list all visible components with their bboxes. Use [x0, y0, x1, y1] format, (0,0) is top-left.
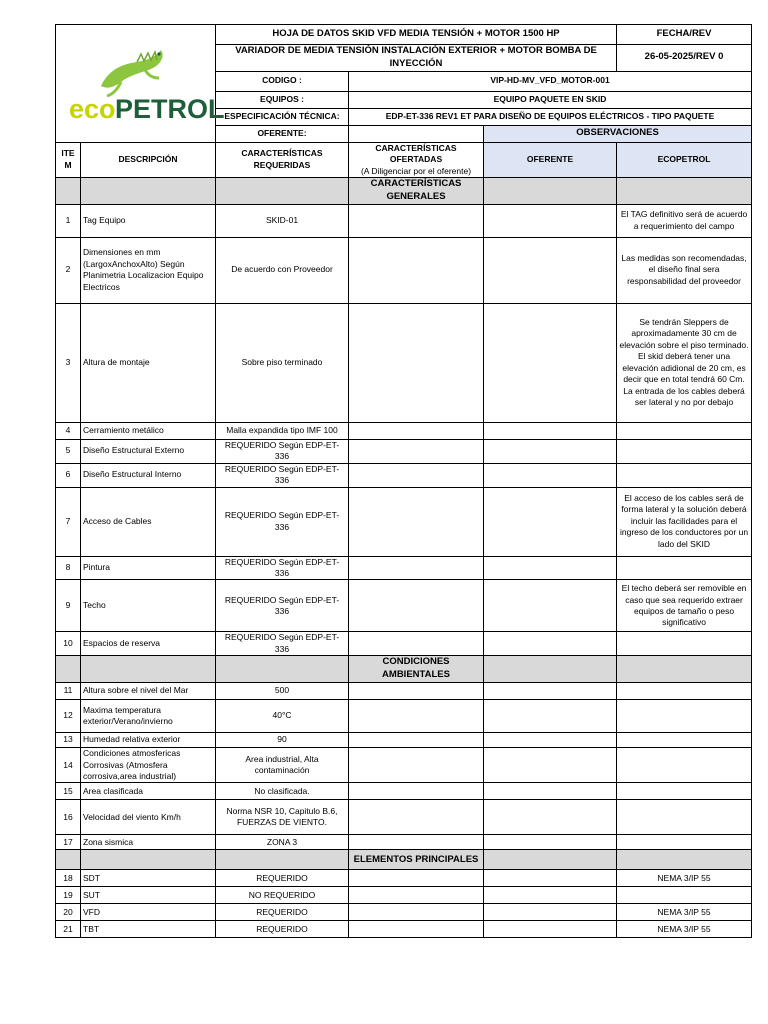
- row-eco: [617, 422, 752, 439]
- title-2: VARIADOR DE MEDIA TENSIÓN INSTALACIÓN EXTERIOR + MOTOR BOMBA DE INYECCIÓN: [216, 45, 617, 72]
- row-eco: [617, 887, 752, 904]
- row-item: 17: [56, 835, 81, 850]
- row-req: Sobre piso terminado: [216, 303, 349, 422]
- row-eco: [617, 748, 752, 783]
- observaciones-header: OBSERVACIONES: [484, 125, 752, 142]
- row-ofertado-input[interactable]: [349, 800, 484, 835]
- row-eco: Se tendrán Sleppers de aproximadamente 30 cm de elevación sobre el piso terminado. El skid deberá tener una elevación adidional de 20 cm, es decir que en total tendrá 60 Cm. La entrada de los cables deberá ser lateral y no por debajo: [617, 303, 752, 422]
- row-oferente-input[interactable]: [484, 237, 617, 303]
- row-req: REQUERIDO: [216, 921, 349, 938]
- table-row: [56, 632, 752, 656]
- row-req: REQUERIDO Según EDP-ET-336: [216, 580, 349, 632]
- codigo-value: VIP-HD-MV_VFD_MOTOR-001: [349, 71, 752, 91]
- row-desc: TBT: [81, 921, 216, 938]
- row-oferente-input[interactable]: [484, 921, 617, 938]
- row-ofertado-input[interactable]: [349, 303, 484, 422]
- table-row: [56, 887, 752, 904]
- row-desc: Maxima temperatura exterior/Verano/invierno: [81, 700, 216, 733]
- row-ofertado-input[interactable]: [349, 870, 484, 887]
- oferente-label: OFERENTE:: [216, 125, 349, 142]
- row-item: 1: [56, 204, 81, 237]
- row-eco: NEMA 3/IP 55: [617, 870, 752, 887]
- row-req: Norma NSR 10, Capitulo B.6, FUERZAS DE VIENTO.: [216, 800, 349, 835]
- svg-text:eco: eco: [68, 94, 116, 125]
- row-eco: NEMA 3/IP 55: [617, 921, 752, 938]
- svg-text:PETROL: PETROL: [114, 94, 225, 125]
- row-req: REQUERIDO Según EDP-ET-336: [216, 556, 349, 580]
- codigo-label: CODIGO :: [216, 71, 349, 91]
- row-oferente-input[interactable]: [484, 439, 617, 463]
- row-desc: Pintura: [81, 556, 216, 580]
- row-req: ZONA 3: [216, 835, 349, 850]
- row-item: 13: [56, 733, 81, 748]
- row-desc: SUT: [81, 887, 216, 904]
- table-row: [56, 303, 752, 422]
- row-item: 18: [56, 870, 81, 887]
- row-desc: Diseño Estructural Interno: [81, 463, 216, 487]
- row-item: 16: [56, 800, 81, 835]
- row-ofertado-input[interactable]: [349, 556, 484, 580]
- table-row: [56, 237, 752, 303]
- row-item: 20: [56, 904, 81, 921]
- row-req: Area industrial, Alta contaminación: [216, 748, 349, 783]
- row-req: 40°C: [216, 700, 349, 733]
- col-ofertadas-line2: (A Diligenciar por el oferente): [360, 165, 472, 176]
- row-eco: [617, 439, 752, 463]
- row-oferente-input[interactable]: [484, 835, 617, 850]
- table-row: [56, 487, 752, 556]
- row-req: REQUERIDO Según EDP-ET-336: [216, 487, 349, 556]
- row-eco: [617, 783, 752, 800]
- fecha-label: FECHA/REV: [617, 25, 752, 45]
- row-item: 2: [56, 237, 81, 303]
- table-row: [56, 422, 752, 439]
- row-desc: Tag Equipo: [81, 204, 216, 237]
- col-ofertadas: [349, 142, 484, 177]
- col-requeridas: CARACTERÍSTICAS REQUERIDAS: [216, 142, 349, 177]
- table-row: [56, 733, 752, 748]
- row-ofertado-input[interactable]: [349, 904, 484, 921]
- row-oferente-input[interactable]: [484, 904, 617, 921]
- row-ofertado-input[interactable]: [349, 683, 484, 700]
- row-eco: [617, 800, 752, 835]
- row-eco: [617, 733, 752, 748]
- row-item: 3: [56, 303, 81, 422]
- table-row: [56, 204, 752, 237]
- row-item: 7: [56, 487, 81, 556]
- row-ofertado-input[interactable]: [349, 204, 484, 237]
- row-desc: Zona sismica: [81, 835, 216, 850]
- espec-label: ESPECIFICACIÓN TÉCNICA:: [216, 108, 349, 125]
- row-oferente-input[interactable]: [484, 733, 617, 748]
- row-desc: Altura sobre el nivel del Mar: [81, 683, 216, 700]
- row-eco: [617, 463, 752, 487]
- fecha-value: 26-05-2025/REV 0: [617, 45, 752, 72]
- title-1: HOJA DE DATOS SKID VFD MEDIA TENSIÓN + MOTOR 1500 HP: [216, 25, 617, 45]
- row-req: SKID-01: [216, 204, 349, 237]
- col-descripcion: DESCRIPCIÓN: [81, 142, 216, 177]
- iguana-icon: [101, 50, 163, 96]
- row-item: 5: [56, 439, 81, 463]
- row-item: 9: [56, 580, 81, 632]
- section-generales: CARACTERÍSTICAS GENERALES: [349, 178, 484, 205]
- row-oferente-input[interactable]: [484, 700, 617, 733]
- row-desc: Espacios de reserva: [81, 632, 216, 656]
- row-req: No clasificada.: [216, 783, 349, 800]
- row-desc: Area clasificada: [81, 783, 216, 800]
- row-oferente-input[interactable]: [484, 887, 617, 904]
- table-row: [56, 835, 752, 850]
- col-oferente: OFERENTE: [484, 142, 617, 177]
- row-ofertado-input[interactable]: [349, 422, 484, 439]
- row-ofertado-input[interactable]: [349, 580, 484, 632]
- row-ofertado-input[interactable]: [349, 237, 484, 303]
- row-desc: Condiciones atmosfericas Corrosivas (Atmosfera corrosiva,area industrial): [81, 748, 216, 783]
- table-row: [56, 921, 752, 938]
- row-eco: [617, 835, 752, 850]
- col-item: ITEM: [56, 142, 81, 177]
- row-oferente-input[interactable]: [484, 463, 617, 487]
- datasheet: [55, 24, 751, 938]
- col-ofertadas-line1: CARACTERÍSTICAS OFERTADAS: [375, 142, 457, 165]
- row-desc: VFD: [81, 904, 216, 921]
- row-eco: [617, 556, 752, 580]
- table-row: [56, 800, 752, 835]
- row-ofertado-input[interactable]: [349, 632, 484, 656]
- table-row: [56, 439, 752, 463]
- row-oferente-input[interactable]: [484, 487, 617, 556]
- row-ofertado-input[interactable]: [349, 487, 484, 556]
- row-eco: El acceso de los cables será de forma lateral y la solución deberá incluir las facilidades para el ingreso de los conductores por un lado del SKID: [617, 487, 752, 556]
- row-desc: SDT: [81, 870, 216, 887]
- row-req: NO REQUERIDO: [216, 887, 349, 904]
- row-req: 500: [216, 683, 349, 700]
- row-item: 11: [56, 683, 81, 700]
- table-row: [56, 556, 752, 580]
- row-desc: Cerramiento metálico: [81, 422, 216, 439]
- row-oferente-input[interactable]: [484, 580, 617, 632]
- row-desc: Velocidad del viento Km/h: [81, 800, 216, 835]
- row-item: 6: [56, 463, 81, 487]
- row-eco: El TAG definitivo será de acuerdo a requerimiento del campo: [617, 204, 752, 237]
- logo-cell: [56, 25, 225, 143]
- row-ofertado-input[interactable]: [349, 783, 484, 800]
- row-desc: Dimensiones en mm (LargoxAnchoxAlto) Según Planimetria Localizacion Equipo Electricos: [81, 237, 216, 303]
- row-item: 21: [56, 921, 81, 938]
- row-eco: El techo deberá ser removible en caso que sea requerido extraer equipos de tamaño o peso significativo: [617, 580, 752, 632]
- table-row: [56, 904, 752, 921]
- table-row: [56, 700, 752, 733]
- table-row: [56, 683, 752, 700]
- row-ofertado-input[interactable]: [349, 748, 484, 783]
- col-ecopetrol: ECOPETROL: [617, 142, 752, 177]
- table-row: [56, 783, 752, 800]
- row-item: 14: [56, 748, 81, 783]
- row-req: REQUERIDO: [216, 870, 349, 887]
- equipos-label: EQUIPOS :: [216, 91, 349, 108]
- row-eco: Las medidas son recomendadas, el diseño final sera responsabilidad del proveedor: [617, 237, 752, 303]
- row-oferente-input[interactable]: [484, 683, 617, 700]
- row-eco: [617, 683, 752, 700]
- ecopetrol-logo: [61, 34, 225, 129]
- equipos-value: EQUIPO PAQUETE EN SKID: [349, 91, 752, 108]
- row-item: 15: [56, 783, 81, 800]
- row-ofertado-input[interactable]: [349, 439, 484, 463]
- table-row: [56, 748, 752, 783]
- row-eco: [617, 632, 752, 656]
- row-desc: Diseño Estructural Externo: [81, 439, 216, 463]
- row-ofertado-input[interactable]: [349, 835, 484, 850]
- row-desc: Altura de montaje: [81, 303, 216, 422]
- row-ofertado-input[interactable]: [349, 921, 484, 938]
- row-req: REQUERIDO Según EDP-ET-336: [216, 632, 349, 656]
- row-eco: [617, 700, 752, 733]
- oferente-value[interactable]: [349, 125, 484, 142]
- row-oferente-input[interactable]: [484, 800, 617, 835]
- row-eco: NEMA 3/IP 55: [617, 904, 752, 921]
- row-ofertado-input[interactable]: [349, 463, 484, 487]
- row-item: 19: [56, 887, 81, 904]
- row-desc: Humedad relativa exterior: [81, 733, 216, 748]
- row-req: 90: [216, 733, 349, 748]
- row-ofertado-input[interactable]: [349, 733, 484, 748]
- row-ofertado-input[interactable]: [349, 700, 484, 733]
- row-item: 4: [56, 422, 81, 439]
- row-oferente-input[interactable]: [484, 303, 617, 422]
- row-oferente-input[interactable]: [484, 632, 617, 656]
- section-principales: ELEMENTOS PRINCIPALES: [349, 850, 484, 870]
- row-item: 8: [56, 556, 81, 580]
- table-row: [56, 870, 752, 887]
- table-row: [56, 463, 752, 487]
- row-oferente-input[interactable]: [484, 748, 617, 783]
- row-req: REQUERIDO Según EDP-ET-336: [216, 439, 349, 463]
- row-item: 10: [56, 632, 81, 656]
- table-row: [56, 580, 752, 632]
- row-oferente-input[interactable]: [484, 870, 617, 887]
- row-oferente-input[interactable]: [484, 422, 617, 439]
- row-req: Malla expandida tipo IMF 100: [216, 422, 349, 439]
- section-ambientales: CONDICIONES AMBIENTALES: [349, 656, 484, 683]
- row-desc: Acceso de Cables: [81, 487, 216, 556]
- row-oferente-input[interactable]: [484, 204, 617, 237]
- row-req: De acuerdo con Proveedor: [216, 237, 349, 303]
- espec-value: EDP-ET-336 REV1 ET PARA DISEÑO DE EQUIPOS ELÉCTRICOS - TIPO PAQUETE: [349, 108, 752, 125]
- row-req: REQUERIDO Según EDP-ET-336: [216, 463, 349, 487]
- datasheet-table: [55, 24, 752, 938]
- row-item: 12: [56, 700, 81, 733]
- row-ofertado-input[interactable]: [349, 887, 484, 904]
- row-oferente-input[interactable]: [484, 556, 617, 580]
- row-desc: Techo: [81, 580, 216, 632]
- row-req: REQUERIDO: [216, 904, 349, 921]
- row-oferente-input[interactable]: [484, 783, 617, 800]
